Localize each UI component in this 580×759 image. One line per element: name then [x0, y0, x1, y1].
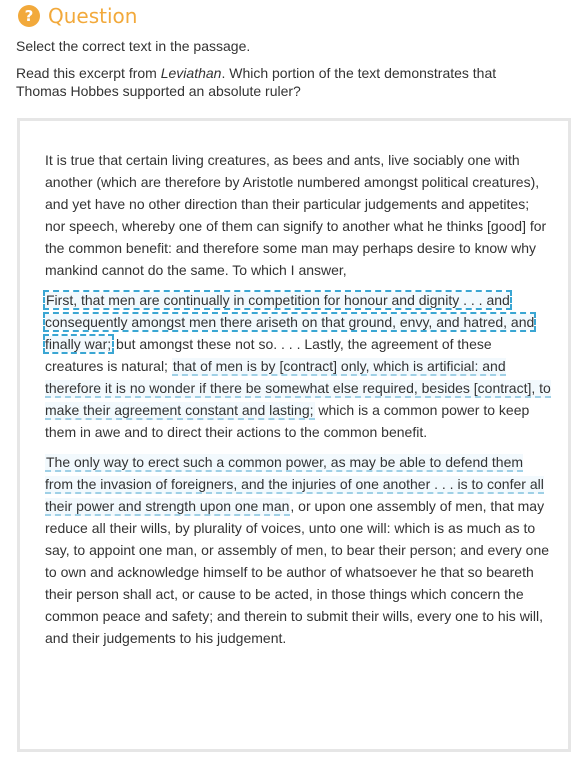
passage-paragraph-2	[45, 289, 553, 443]
passage-box	[17, 118, 571, 752]
passage-text-segment: , or upon one assembly of men, that may reduce all their wills, by plurality of voices, unto one will: which is as much as to say, to appoint one man, or assembly of men, to bear their person; and every one to own and acknowledge himself to be author of whatsoever he that so beareth their person shall act, or cause to be acted, in those things which concern the common peace and safety; and therein to submit their wills, every one to his will, and their judgements to his judgement.	[45, 498, 550, 646]
instruction-text: Select the correct text in the passage.	[16, 38, 251, 54]
prompt-before: Read this excerpt from	[16, 65, 161, 81]
prompt-work-title: Leviathan	[160, 65, 222, 81]
selectable-text-option-1[interactable]: First, that men are continually in competition for honour and dignity . . . and consequently amongst men there ariseth on that ground, envy, and hatred, and finally war;	[45, 292, 535, 352]
passage-paragraph-3	[45, 451, 553, 649]
prompt-after: . Which portion of the text demonstrates that Thomas Hobbes supported an absolute ruler?	[16, 65, 497, 99]
question-prompt	[16, 64, 546, 100]
passage-text-segment: which is a common power to keep them in awe and to direct their actions to the common benefit.	[45, 402, 530, 440]
passage-text	[45, 149, 553, 657]
question-title: Question	[48, 4, 138, 28]
question-header	[18, 4, 137, 28]
passage-paragraph-1: It is true that certain living creatures, as bees and ants, live sociably one with another (which are therefore by Aristotle numbered amongst political creatures), and yet have no other direction than their particular judgements and appetites; nor speech, whereby one of them can signify to another what he thinks [good] for the common benefit: and therefore some man may perhaps desire to know why mankind cannot do the same. To which I answer,	[45, 152, 547, 278]
passage-text-segment: but amongst these not so. . . . Lastly, the agreement of these creatures is natural;	[45, 336, 492, 374]
selectable-text-option-2[interactable]: that of men is by [contract] only, which is artificial: and therefore it is no wonder if there be somewhat else required, besides [contract], to make their agreement constant and lasting;	[45, 358, 551, 418]
question-icon: ?	[18, 5, 40, 27]
selectable-text-option-3[interactable]: The only way to erect such a common power, as may be able to defend them from the invasion of foreigners, and the injuries of one another . . . is to confer all their power and strength upon one man	[45, 454, 544, 514]
